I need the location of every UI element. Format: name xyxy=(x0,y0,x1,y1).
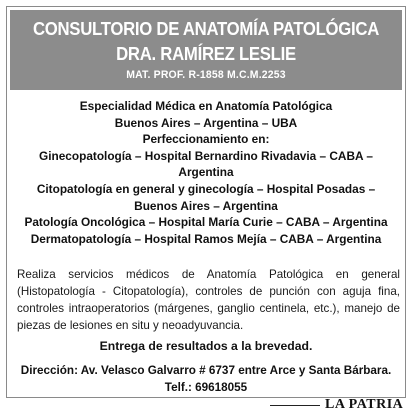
delivery-notice: Entrega de resultados a la brevedad. xyxy=(99,339,313,353)
services-paragraph: Realiza servicios médicos de Anatomía Patológica en general (Histopatología - Citopatología), controles de punción con aguja fina, controles intraoperatorios (márgenes, ganglio centinela, etc.), manejo de piezas de lesiones en situ y neoadyuvancia. xyxy=(17,268,400,332)
specialty-line: Citopatología en general y ginecología – Hospital Posadas – xyxy=(36,181,376,196)
phone-line: Telf.: 69618055 xyxy=(164,379,248,394)
specialty-line: Buenos Aires – Argentina xyxy=(134,198,278,213)
license-number: MAT. PROF. R-1858 M.C.M.2253 xyxy=(126,69,286,81)
specialty-line: Buenos Aires – Argentina – UBA xyxy=(114,115,298,130)
clinic-title: CONSULTORIO DE ANATOMÍA PATOLÓGICA xyxy=(32,19,380,39)
specialty-line: Argentina xyxy=(178,165,234,180)
specialty-line: Especialidad Médica en Anatomía Patológica xyxy=(79,99,333,113)
specialty-line: Perfeccionamiento en: xyxy=(142,132,270,147)
brand-divider xyxy=(270,405,320,406)
newspaper-logo: LA PATRIA xyxy=(325,397,404,412)
address-line: Dirección: Av. Velasco Galvarro # 6737 entre Arce y Santa Bárbara. xyxy=(20,363,392,377)
specialty-line: Patología Oncológica – Hospital María Curie – CABA – Argentina xyxy=(24,215,388,230)
specialty-line: Dermatopatología – Hospital Ramos Mejía – CABA – Argentina xyxy=(30,231,382,246)
specialty-line: Ginecopatología – Hospital Bernardino Rivadavia – CABA – xyxy=(39,148,373,163)
header-band xyxy=(10,10,402,90)
side-reference-code xyxy=(408,270,416,400)
doctor-name: DRA. RAMÍREZ LESLIE xyxy=(116,44,296,64)
specialty-block xyxy=(10,98,402,247)
address-block xyxy=(10,362,402,395)
